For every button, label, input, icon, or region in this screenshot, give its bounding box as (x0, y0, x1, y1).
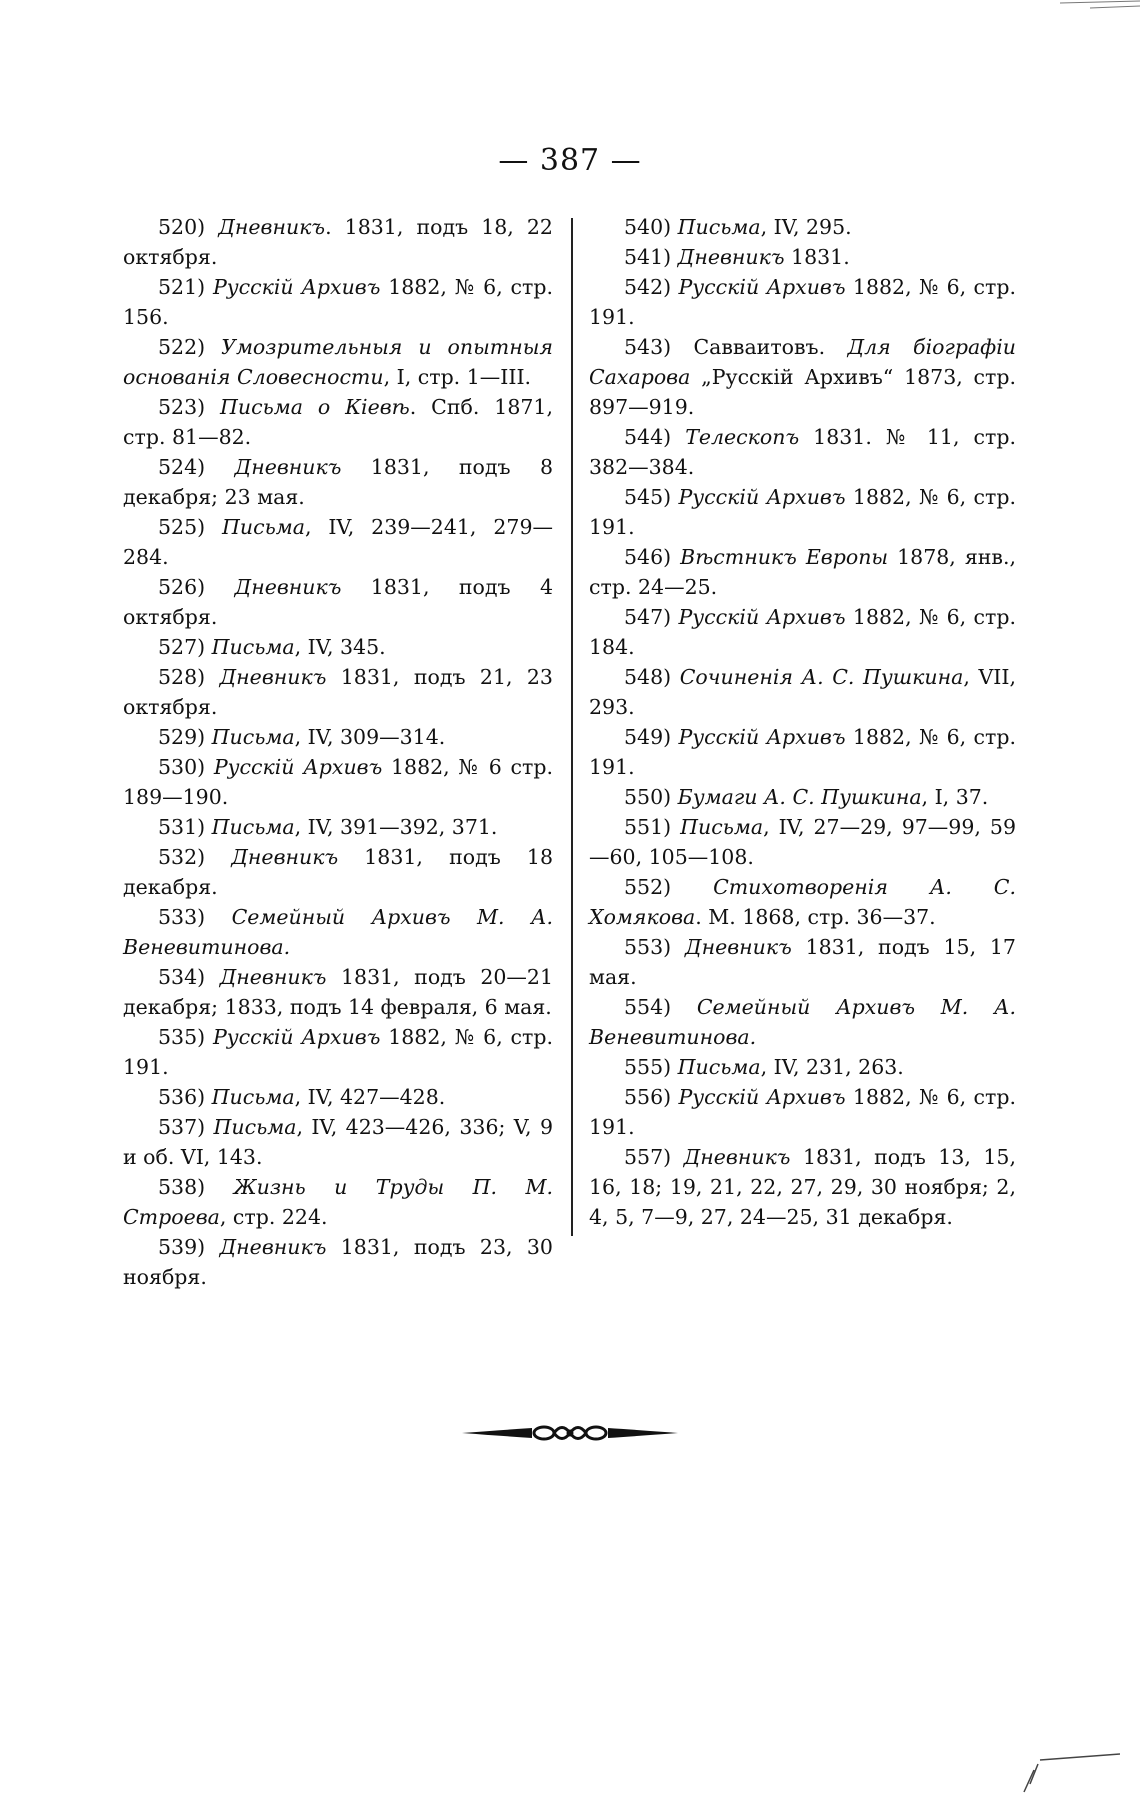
note-title: Дневникъ (684, 935, 792, 959)
note-entry (123, 512, 553, 572)
note-entry (123, 452, 553, 512)
column-divider (571, 218, 573, 1236)
note-number: 543) (624, 335, 694, 359)
note-entry (123, 1232, 553, 1292)
note-title: Русскій Архивъ (212, 1025, 381, 1049)
note-number: 526) (158, 575, 235, 599)
left-notes-column (123, 212, 553, 1292)
note-title: Письма (211, 815, 295, 839)
note-title: Русскій Архивъ (678, 605, 846, 629)
note-number: 557) (624, 1145, 684, 1169)
note-title: Бумаги А. С. Пушкина (677, 785, 922, 809)
note-entry (589, 332, 1016, 422)
note-number: 533) (158, 905, 232, 929)
note-number: 540) (624, 215, 678, 239)
note-entry (123, 1172, 553, 1232)
page-number: — 387 — (498, 143, 642, 178)
note-title: Письма (222, 515, 305, 539)
note-entry (123, 902, 553, 962)
note-entry (123, 722, 553, 752)
note-number: 524) (158, 455, 235, 479)
note-title: Письма (680, 815, 764, 839)
note-text: 1831. № 11, стр. 382—384. (589, 425, 1016, 479)
note-number: 549) (624, 725, 679, 749)
note-entry (589, 482, 1016, 542)
note-title: Дневникъ (218, 215, 326, 239)
note-title: Стихотворенія А. С. Хомякова (589, 875, 1016, 929)
note-text: , стр. 224. (219, 1205, 328, 1229)
note-title: Дневникъ (234, 455, 342, 479)
note-text: , IV, 231, 263. (760, 1055, 904, 1079)
note-entry (123, 1082, 553, 1112)
note-text: , IV, 345. (294, 635, 386, 659)
note-text: 1831, подъ 8 декабря; 23 мая. (123, 455, 553, 509)
note-entry (123, 842, 553, 902)
note-entry (123, 962, 553, 1022)
note-number: 551) (624, 815, 681, 839)
note-text: . М. 1868, стр. 36—37. (695, 905, 936, 929)
note-text: 1831, подъ 15, 17 мая. (589, 935, 1016, 989)
note-text: , IV, 309—314. (294, 725, 446, 749)
note-text: 1882, № 6, стр. 191. (589, 1085, 1016, 1139)
note-entry (589, 722, 1016, 782)
note-entry (123, 332, 553, 392)
note-entry (123, 632, 553, 662)
note-entry (123, 212, 553, 272)
note-text: 1831, подъ 23, 30 ноября. (123, 1235, 553, 1289)
note-title: Жизнь и Труды П. М. Строева (123, 1175, 553, 1229)
note-number: 529) (158, 725, 212, 749)
note-entry (589, 782, 1016, 812)
note-text: , IV, 423—426, 336; V, 9 и об. VI, 143. (123, 1115, 553, 1169)
note-number: 548) (624, 665, 680, 689)
note-text: 1882, № 6, стр. 191. (589, 275, 1016, 329)
note-title: Дневникъ (231, 845, 339, 869)
note-number: 555) (624, 1055, 678, 1079)
note-title: Русскій Архивъ (678, 1085, 846, 1109)
note-entry (589, 542, 1016, 602)
note-entry (123, 392, 553, 452)
note-title: Телескопъ (685, 425, 800, 449)
note-title: Сочиненія А. С. Пушкина (679, 665, 964, 689)
note-entry (589, 272, 1016, 332)
note-title: Русскій Архивъ (678, 275, 846, 299)
note-title: Умозрительныя и опытныя основанія Словесности (123, 335, 553, 389)
note-title: Письма (211, 635, 295, 659)
note-entry (589, 212, 1016, 242)
note-title: Письма (677, 215, 761, 239)
note-title: Русскій Архивъ (212, 275, 381, 299)
note-title: Дневникъ (219, 665, 327, 689)
note-text: „Русскій Архивъ“ 1873, стр. 897—919. (589, 365, 1016, 419)
note-entry (589, 872, 1016, 932)
note-title: Дневникъ (219, 965, 327, 989)
note-title: Семейный Архивъ М. А. Веневитинова. (123, 905, 553, 959)
note-text: , VII, 293. (589, 665, 1016, 719)
note-number: 527) (158, 635, 212, 659)
note-number: 556) (624, 1085, 679, 1109)
corner-speck-top-right (1060, 0, 1140, 16)
note-number: 542) (624, 275, 679, 299)
note-text: . 1831, подъ 18, 22 октября. (123, 215, 553, 269)
note-number: 534) (158, 965, 220, 989)
note-title: Письма о Кіевѣ (220, 395, 410, 419)
note-text: 1831, подъ 20—21 декабря; 1833, подъ 14 февраля, 6 мая. (123, 965, 553, 1019)
note-entry (589, 992, 1016, 1052)
note-title: Письма (211, 725, 295, 749)
note-text: 1882, № 6 стр. 189—190. (123, 755, 553, 809)
note-entry (123, 752, 553, 812)
note-number: 541) (624, 245, 678, 269)
note-text: 1831, подъ 18 декабря. (123, 845, 553, 899)
note-title: Вѣстникъ Европы (680, 545, 889, 569)
note-entry (589, 932, 1016, 992)
note-text: 1882, № 6, стр. 184. (589, 605, 1016, 659)
note-text: , IV, 391—392, 371. (294, 815, 498, 839)
note-title: Семейный Архивъ М. А. Веневитинова. (589, 995, 1016, 1049)
note-title: Дневникъ (677, 245, 785, 269)
note-text: 1831, подъ 13, 15, 16, 18; 19, 21, 22, 27, 29, 30 ноября; 2, 4, 5, 7—9, 27, 24—25, 31 декабря. (589, 1145, 1016, 1229)
note-title: Письма (213, 1115, 297, 1139)
note-number: 539) (158, 1235, 220, 1259)
note-title: Письма (211, 1085, 295, 1109)
note-entry (123, 1112, 553, 1172)
note-title: Русскій Архивъ (678, 725, 846, 749)
note-number: 521) (158, 275, 213, 299)
note-title: Русскій Архивъ (678, 485, 846, 509)
note-text: , IV, 239—241, 279—284. (123, 515, 553, 569)
note-number: 546) (624, 545, 681, 569)
note-text: 1882, № 6, стр. 191. (589, 725, 1016, 779)
note-number: 523) (158, 395, 221, 419)
note-title: Дневникъ (219, 1235, 327, 1259)
note-entry (123, 572, 553, 632)
note-title: Для біографіи Сахарова (589, 335, 1016, 389)
note-text: , I, 37. (921, 785, 989, 809)
note-entry (123, 662, 553, 722)
note-number: 547) (624, 605, 679, 629)
note-entry (589, 1052, 1016, 1082)
note-number: 544) (624, 425, 686, 449)
note-text: , IV, 295. (760, 215, 852, 239)
note-entry (123, 272, 553, 332)
note-entry (589, 422, 1016, 482)
corner-speck-bottom-right (1020, 1740, 1120, 1800)
note-text: , I, стр. 1—III. (383, 365, 532, 389)
note-number: 545) (624, 485, 679, 509)
right-notes-column (589, 212, 1016, 1232)
note-number: 530) (158, 755, 214, 779)
note-text: 1882, № 6, стр. 156. (123, 275, 553, 329)
note-number: 553) (624, 935, 685, 959)
note-entry (589, 812, 1016, 872)
note-number: 522) (158, 335, 222, 359)
ornament-divider-icon (462, 1420, 678, 1446)
note-entry (123, 1022, 553, 1082)
note-title: Дневникъ (683, 1145, 791, 1169)
note-number: 554) (624, 995, 697, 1019)
note-number: 525) (158, 515, 223, 539)
note-entry (589, 662, 1016, 722)
note-number: 520) (158, 215, 219, 239)
note-text: 1882, № 6, стр. 191. (589, 485, 1016, 539)
note-text: , IV, 27—29, 97—99, 59—60, 105—108. (589, 815, 1016, 869)
note-number: 531) (158, 815, 212, 839)
note-entry (123, 812, 553, 842)
note-text: Савваитовъ. (693, 335, 848, 359)
note-text: 1882, № 6, стр. 191. (123, 1025, 553, 1079)
note-number: 552) (624, 875, 714, 899)
note-text: 1878, янв., стр. 24—25. (589, 545, 1016, 599)
note-entry (589, 1082, 1016, 1142)
note-number: 528) (158, 665, 220, 689)
note-number: 532) (158, 845, 232, 869)
note-title: Письма (677, 1055, 761, 1079)
note-number: 550) (624, 785, 678, 809)
note-entry (589, 602, 1016, 662)
note-entry (589, 242, 1016, 272)
note-number: 536) (158, 1085, 212, 1109)
note-number: 537) (158, 1115, 214, 1139)
note-text: , IV, 427—428. (294, 1085, 446, 1109)
note-entry (589, 1142, 1016, 1232)
note-number: 535) (158, 1025, 213, 1049)
note-text: 1831, подъ 21, 23 октября. (123, 665, 553, 719)
note-title: Русскій Архивъ (213, 755, 383, 779)
note-text: 1831. (784, 245, 850, 269)
note-number: 538) (158, 1175, 234, 1199)
note-title: Дневникъ (234, 575, 342, 599)
note-text: . Спб. 1871, стр. 81—82. (123, 395, 553, 449)
note-text: 1831, подъ 4 октября. (123, 575, 553, 629)
